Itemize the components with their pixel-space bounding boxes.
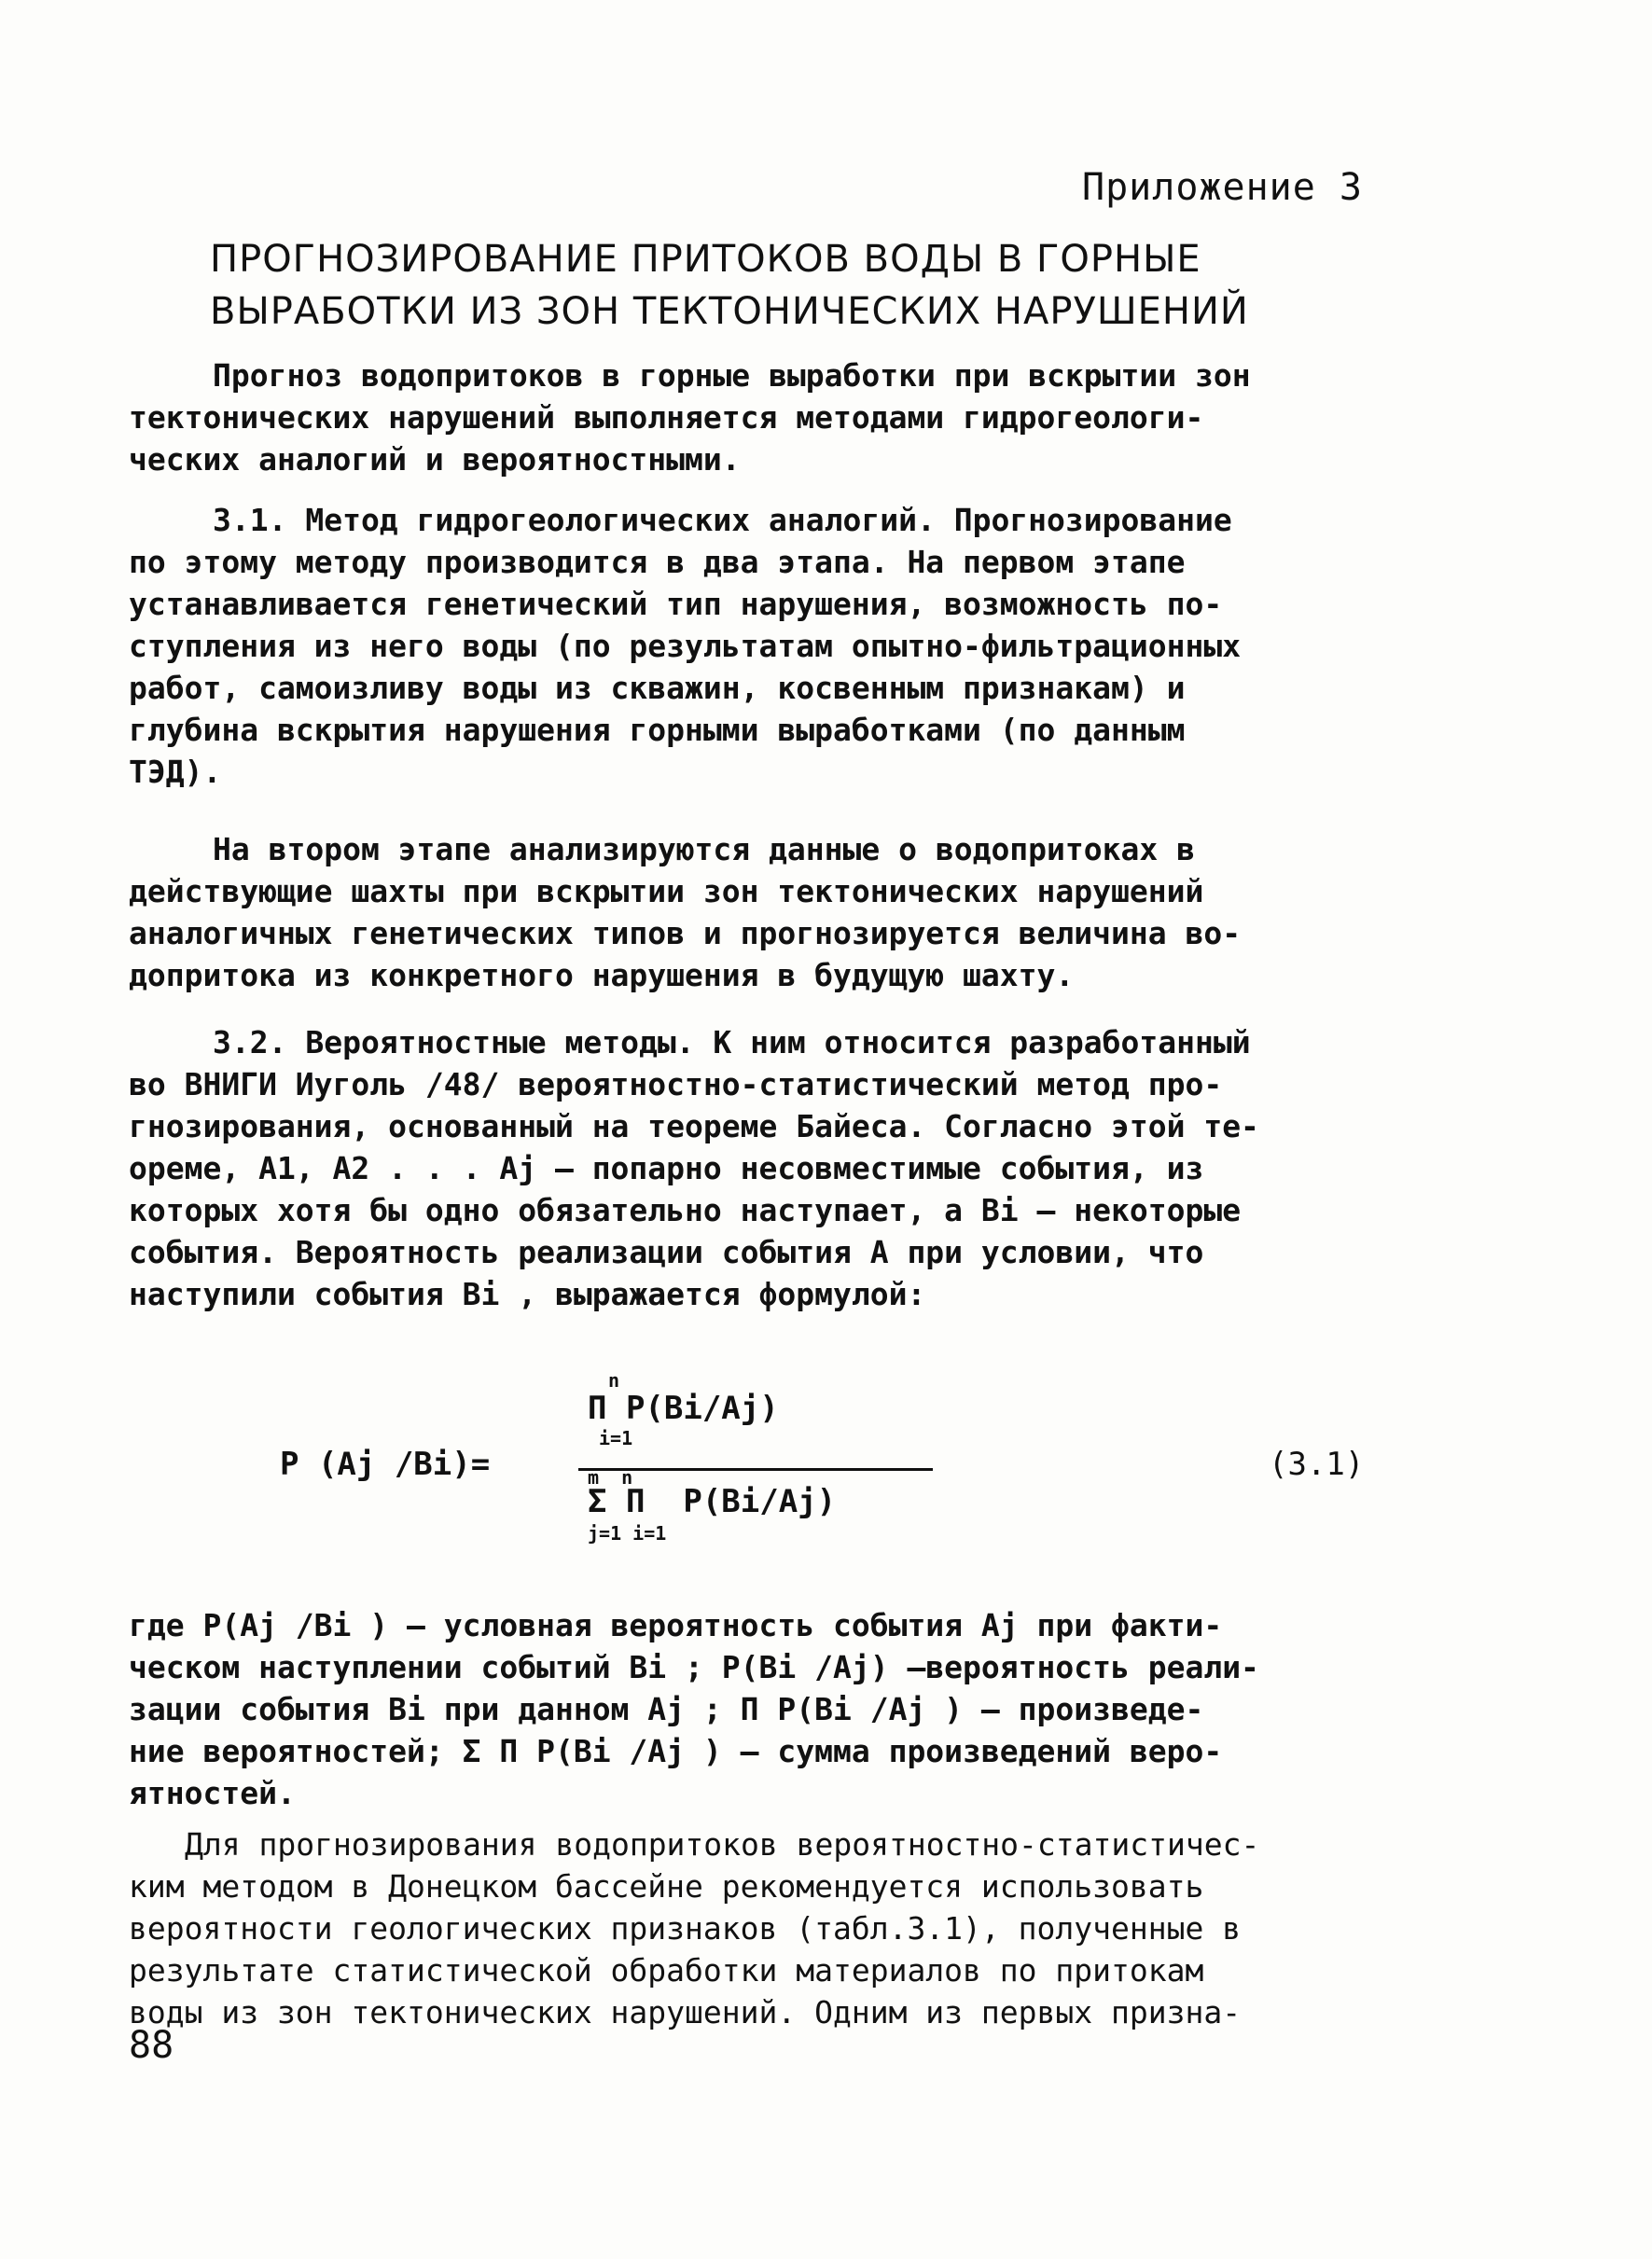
text-line: зации события Bi при данном Aj ; Π P(Bi /Aj ) – произведе- [129,1691,1204,1727]
text-line: вероятности геологических признаков (табл.3.1), полученные в [129,1910,1242,1947]
formula-numerator-text: Π P(Bi/Aj) [588,1390,779,1427]
title-line-2: ВЫРАБОТКИ ИЗ ЗОН ТЕКТОНИЧЕСКИХ НАРУШЕНИЙ [210,290,1249,333]
text-line: аналогичных генетических типов и прогнозируется величина во- [129,915,1242,951]
text-line: ние вероятностей; Σ Π P(Bi /Aj ) – сумма произведений веро- [129,1733,1223,1769]
text-line: ТЭД). [129,754,222,790]
text-line: ческом наступлении событий Bi ; P(Bi /Aj) –вероятность реали- [129,1649,1259,1685]
formula-denominator-text: Σ Π P(Bi/Aj) [588,1483,837,1520]
intro-paragraph [129,354,1519,480]
text-line: которых хотя бы одно обязательно наступает, а Bi – некоторые [129,1192,1242,1228]
text-line: результате статистической обработки материалов по притокам [129,1952,1204,1989]
text-line: где P(Aj /Bi ) – условная вероятность события Aj при факти- [129,1607,1223,1643]
text-line: воды из зон тектонических нарушений. Одним из первых призна- [129,1994,1242,2030]
text-line: 3.2. Вероятностные методы. К ним относится разработанный [213,1024,1251,1060]
second-stage-paragraph [129,828,1519,996]
text-line: во ВНИГИ Иуголь /48/ вероятностно-статистический метод про- [129,1066,1223,1102]
donetsk-paragraph [129,1823,1519,2033]
text-line: по этому методу производится в два этапа. На первом этапе [129,544,1186,580]
text-line: допритока из конкретного нарушения в будущую шахту. [129,957,1075,993]
appendix-label: Приложение 3 [1082,166,1363,209]
text-line: ореме, A1, A2 . . . Aj – попарно несовместимые события, из [129,1150,1204,1186]
title-line-1: ПРОГНОЗИРОВАНИЕ ПРИТОКОВ ВОДЫ В ГОРНЫЕ [210,238,1201,281]
text-line: наступили события Bi , выражается формулой: [129,1276,926,1312]
text-line: глубина вскрытия нарушения горными выработками (по данным [129,712,1186,748]
method-3-1-paragraph [129,499,1519,793]
text-line: Для прогнозирования водопритоков вероятностно-статистичес- [185,1826,1260,1863]
text-line: гнозирования, основанный на теореме Байеса. Согласно этой те- [129,1108,1259,1144]
text-line: тектонических нарушений выполняется методами гидрогеологи- [129,399,1204,436]
bayes-formula [280,1371,1446,1586]
equation-number: (3.1) [1269,1446,1365,1483]
text-line: события. Вероятность реализации события A при условии, что [129,1234,1204,1270]
text-line: ким методом в Донецком бассейне рекомендуется использовать [129,1868,1204,1905]
text-line: На втором этапе анализируются данные о водопритоках в [213,831,1195,867]
text-line: Прогноз водопритоков в горные выработки при вскрытии зон [213,357,1251,394]
formula-numerator [588,1369,779,1449]
method-3-2-paragraph [129,1021,1519,1315]
formula-den-sub: j=1 i=1 [588,1522,667,1545]
text-line: устанавливается генетический тип нарушения, возможность по- [129,586,1223,622]
text-line: ступления из него воды (по результатам опытно-фильтрационных [129,628,1242,664]
formula-num-sub: i=1 [599,1427,633,1449]
text-line: действующие шахты при вскрытии зон тектонических нарушений [129,873,1204,909]
page-number: 88 [129,2024,174,2067]
section-title [210,233,1423,338]
formula-lhs: P (Aj /Bi)= [280,1446,491,1483]
text-line: работ, самоизливу воды из скважин, косвенным признакам) и [129,670,1186,706]
formula-den-sup: m n [588,1466,633,1489]
text-line: ческих аналогий и вероятностными. [129,441,741,478]
text-line: ятностей. [129,1775,296,1811]
text-line: 3.1. Метод гидрогеологических аналогий. Прогнозирование [213,502,1232,538]
formula-num-sup: n [608,1369,620,1392]
formula-denominator [588,1466,837,1545]
where-paragraph [129,1604,1519,1814]
